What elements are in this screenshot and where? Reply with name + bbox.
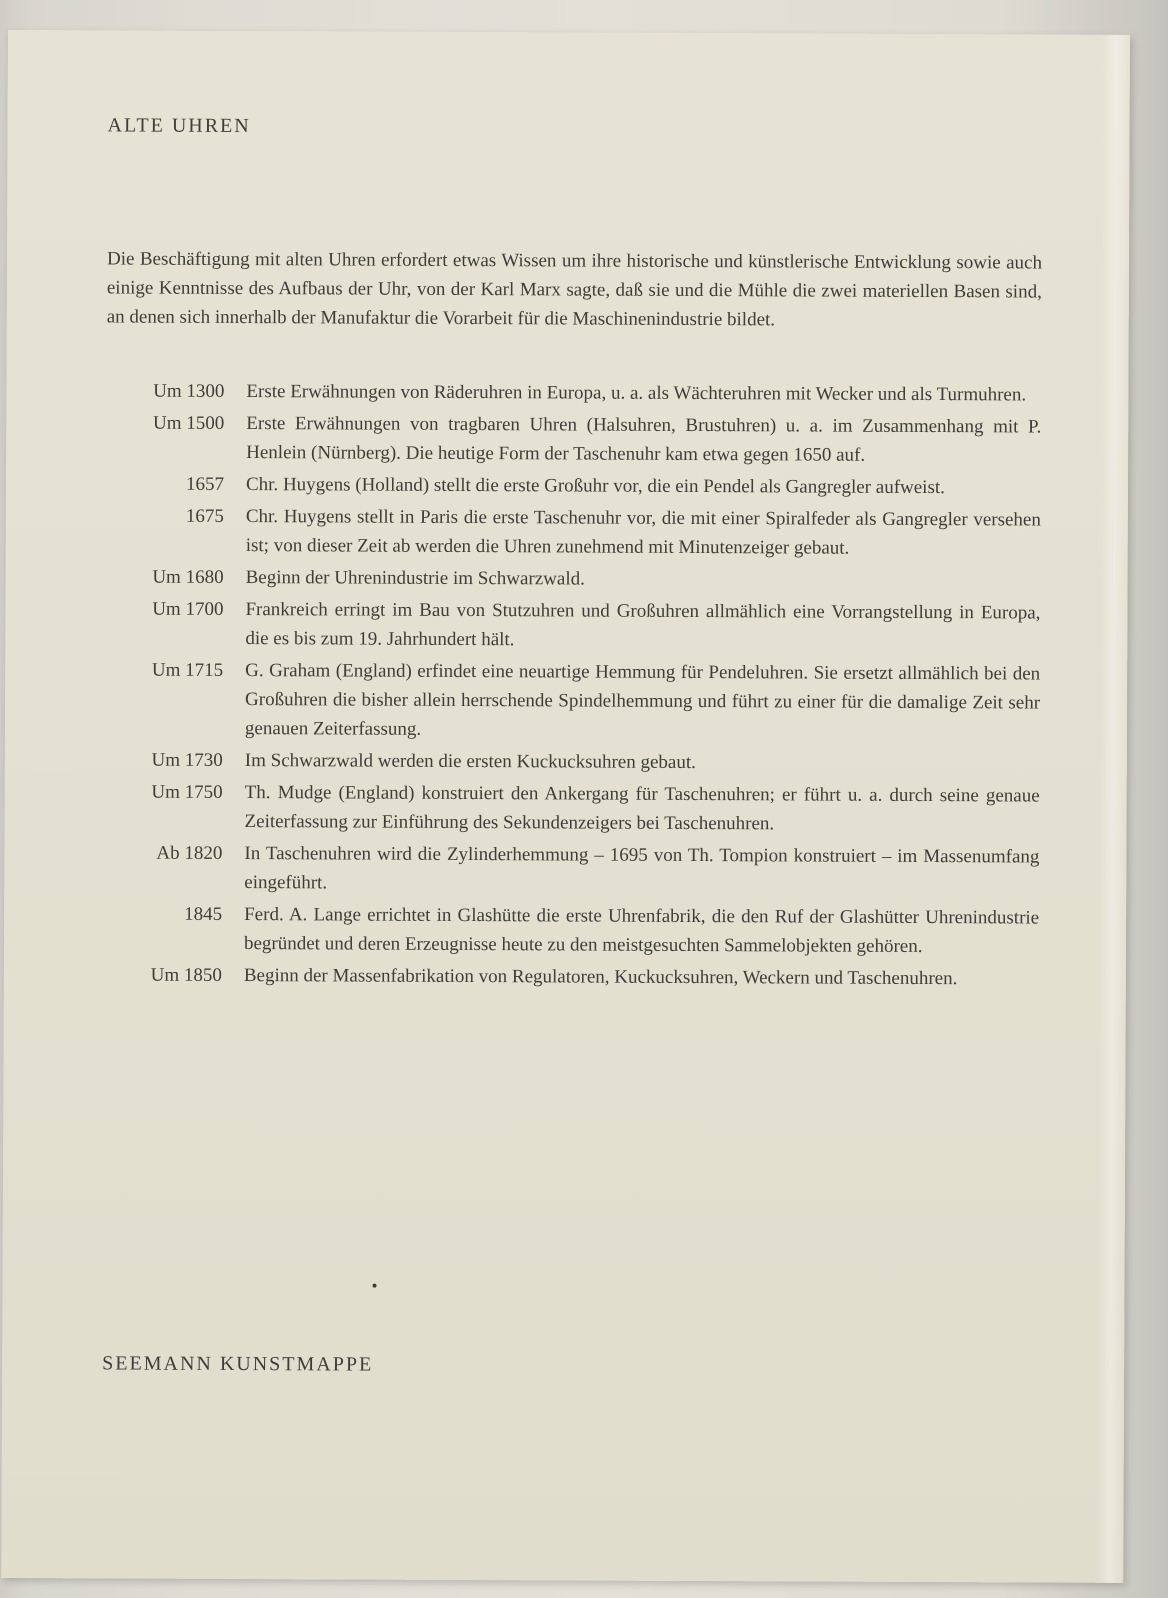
ornament-dot — [373, 1284, 377, 1288]
entry-year: 1675 — [185, 505, 224, 527]
timeline-entry — [106, 469, 1041, 502]
timeline-entry — [104, 960, 1039, 993]
entry-text: Erste Erwähnungen von tragbaren Uhren (Halsuhren, Brustuhren) u. a. im Zusammenhang mit P. Henlein (Nürnberg). Die heutige Form der Taschenuhr kam etwa gegen 1650 auf. — [246, 413, 1042, 466]
entry-text: Th. Mudge (England) konstruiert den Ankergang für Taschenuhren; er führt u. a. durch seine genaue Zeiterfassung zur Einführung des Sekundenzeigers bei Taschenuhren. — [244, 782, 1040, 835]
timeline-entry — [105, 594, 1040, 656]
entry-year: 1845 — [184, 903, 223, 925]
timeline-entry — [104, 777, 1039, 839]
entry-text: Chr. Huygens stellt in Paris die erste Taschenuhr vor, die mit einer Spiralfeder als Gangregler versehen ist; von dieser Zeit ab werden die Uhren zunehmend mit Minutenzeiger gebaut. — [245, 506, 1041, 559]
timeline-entry — [104, 899, 1039, 961]
entry-text: In Taschenuhren wird die Zylinderhemmung – 1695 von Th. Tompion konstruiert – im Massenumfang eingeführt. — [244, 843, 1040, 894]
entry-text: Beginn der Massenfabrikation von Regulatoren, Kuckucksuhren, Weckern und Taschenuhren. — [243, 965, 958, 990]
timeline-entry — [105, 745, 1040, 778]
entry-year: Um 1300 — [153, 380, 225, 402]
entry-text: G. Graham (England) erfindet eine neuartige Hemmung für Pendeluhren. Sie ersetzt allmählich bei den Großuhren die bisher allein herrschende Spindelhemmung und führt zu einer für die damalige Zeit sehr genauen Zeiterfassung. — [244, 660, 1041, 740]
publisher-footer: SEEMANN KUNSTMAPPE — [102, 1352, 374, 1376]
entry-year: Um 1730 — [151, 749, 223, 771]
intro-paragraph: Die Beschäftigung mit alten Uhren erfordert etwas Wissen um ihre historische und künstlerische Entwicklung sowie auch einige Kenntnisse des Aufbaus der Uhr, von der Karl Marx sagte, daß sie und die Mühle die zwei materiellen Basen sind, an denen sich innerhalb der Manufaktur die Vorarbeit für die Maschinenindustrie bildet. — [106, 248, 1043, 331]
entry-text: Frankreich erringt im Bau von Stutzuhren und Großuhren allmählich eine Vorrangstellung in Europa, die es bis zum 19. Jahrhundert hält. — [245, 599, 1041, 651]
sheet-fold — [1096, 35, 1130, 1583]
entry-year: Um 1750 — [151, 781, 223, 803]
timeline-entry — [104, 838, 1039, 900]
timeline-entry — [106, 562, 1041, 595]
entry-text: Erste Erwähnungen von Räderuhren in Europa, u. a. als Wächteruhren mit Wecker und als Turmuhren. — [246, 381, 1027, 406]
entry-text: Im Schwarzwald werden die ersten Kuckucksuhren gebaut. — [244, 750, 696, 774]
timeline — [104, 376, 1042, 996]
entry-year: Um 1700 — [152, 598, 224, 620]
entry-text: Ferd. A. Lange errichtet in Glashütte die erste Uhrenfabrik, die den Ruf der Glashütter Uhrenindustrie begründet und deren Erzeugnisse heute zu den meistgesuchten Sammelobjekten gehören. — [243, 904, 1040, 957]
page-heading: ALTE UHREN — [107, 114, 251, 138]
timeline-entry — [106, 408, 1041, 470]
entry-year: Um 1680 — [152, 566, 224, 588]
timeline-entry — [106, 376, 1041, 409]
paper-sheet — [1, 30, 1130, 1583]
entry-year: Ab 1820 — [156, 842, 223, 864]
timeline-entry — [105, 655, 1040, 746]
entry-text: Beginn der Uhrenindustrie im Schwarzwald. — [245, 567, 585, 590]
timeline-entry — [106, 501, 1041, 563]
entry-year: 1657 — [185, 473, 225, 495]
entry-text: Chr. Huygens (Holland) stellt die erste Großuhr vor, die ein Pendel als Gangregler aufweist. — [245, 474, 945, 499]
entry-year: Um 1500 — [152, 412, 225, 434]
entry-year: Um 1715 — [151, 659, 224, 681]
entry-year: Um 1850 — [150, 964, 222, 986]
